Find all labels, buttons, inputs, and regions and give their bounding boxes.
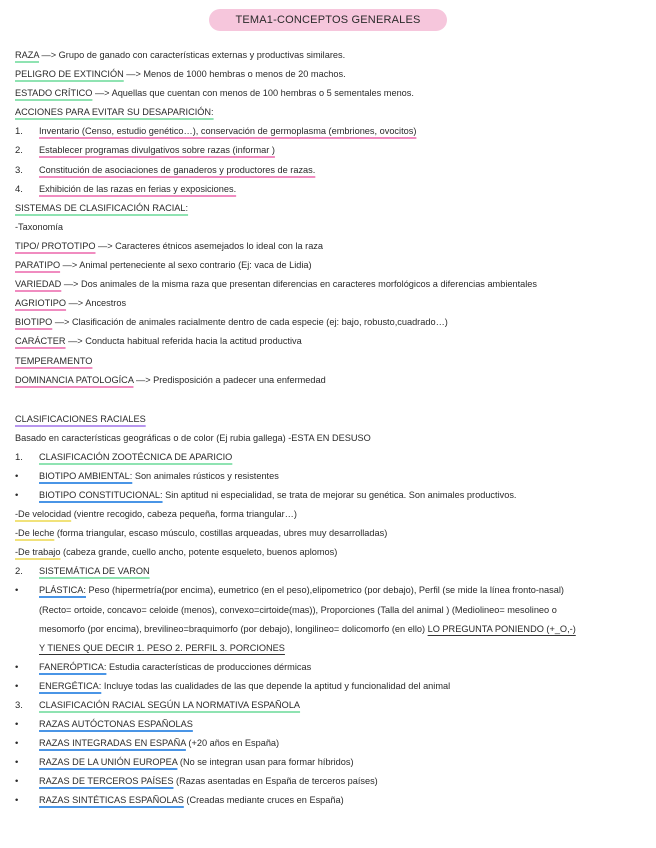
bullet-terceros [15, 772, 645, 791]
title-wrap [0, 9, 656, 31]
def-agriotipo: —> Ancestros [66, 298, 127, 309]
bullet-union-europea [15, 753, 645, 772]
c3-text: CLASIFICACIÓN RACIAL SEGÚN LA NORMATIVA ESPAÑOLA [39, 700, 301, 710]
bullet-constitucional [15, 486, 645, 505]
term-peligro: PELIGRO DE EXTINCIÓN [15, 69, 124, 80]
def-peligro: —> Menos de 1000 hembras o menos de 20 machos. [123, 69, 346, 80]
term-raza: RAZA [15, 50, 39, 60]
bullet-sinteticas [15, 791, 645, 810]
bullet-dot: • [15, 776, 19, 788]
spacer [15, 393, 645, 410]
line-plastica-3 [15, 620, 645, 639]
line-leche [15, 524, 645, 543]
line-agriotipo [15, 294, 645, 313]
term-biotipo: BIOTIPO [15, 317, 53, 328]
bullet-dot: • [15, 719, 19, 731]
list-number: 3. [15, 164, 23, 176]
term-constitucional: BIOTIPO CONSTITUCIONAL: [39, 489, 163, 500]
line-dominancia [15, 371, 645, 393]
list-item-c2 [15, 562, 645, 581]
line-tipo [15, 237, 645, 256]
term-caracter: CARÁCTER [15, 336, 66, 347]
def-plastica-3a: mesomorfo (por encima), brevilineo=braquimorfo (por debajo), longilineo= dolicomorfo (en ello) [39, 623, 428, 634]
list-item-acc1 [15, 122, 645, 141]
line-plastica-2 [15, 601, 645, 620]
line-velocidad [15, 505, 645, 524]
list-number: 1. [15, 126, 23, 138]
def-constitucional: Sin aptitud ni especialidad, se trata de mejorar su genética. Son animales productivos. [162, 489, 517, 500]
c2-text: SISTEMÁTICA DE VARON [39, 566, 150, 577]
def-sinteticas: (Creadas mediante cruces en España) [183, 795, 344, 806]
def-dominancia: —> Predisposición a padecer una enfermedad [133, 374, 326, 385]
line-variedad [15, 275, 645, 294]
def-integradas: (+20 años en España) [185, 738, 280, 749]
list-number: 4. [15, 183, 23, 195]
def-trabajo: (cabeza grande, cuello ancho, potente esqueleto, buenos aplomos) [60, 547, 338, 558]
line-trabajo [15, 543, 645, 562]
list-number: 1. [15, 451, 23, 463]
bullet-dot: • [15, 661, 19, 673]
line-temperamento [15, 352, 645, 371]
bullet-energetica [15, 677, 645, 696]
term-paratipo: PARATIPO [15, 260, 61, 271]
line-biotipo [15, 313, 645, 332]
def-energetica: Incluye todas las cualidades de las que depende la aptitud y funcionalidad del animal [101, 680, 451, 691]
term-energetica: ENERGÉTICA: [39, 680, 102, 691]
bullet-dot: • [15, 795, 19, 807]
notes-body [15, 46, 645, 811]
list-item-acc2 [15, 141, 645, 160]
list-item-acc4 [15, 180, 645, 199]
list-item-c1 [15, 448, 645, 467]
line-caracter [15, 332, 645, 351]
list-item-acc3 [15, 161, 645, 180]
term-terceros: RAZAS DE TERCEROS PAÍSES [39, 776, 174, 787]
term-union-europea: RAZAS DE LA UNIÓN EUROPEA [39, 757, 178, 768]
list-number: 2. [15, 145, 23, 157]
heading-acciones: ACCIONES PARA EVITAR SU DESAPARICIÓN: [15, 107, 214, 118]
term-sinteticas: RAZAS SINTÉTICAS ESPAÑOLAS [39, 795, 184, 806]
line-critico [15, 84, 645, 103]
def-plastica-3b: LO PREGUNTA PONIENDO (+_O,-) [427, 623, 576, 634]
term-faneroptica: FANERÓPTICA: [39, 661, 107, 672]
def-plastica-4: Y TIENES QUE DECIR 1. PESO 2. PERFIL 3. PORCIONES [39, 642, 285, 653]
list-item-c3 [15, 696, 645, 715]
term-velocidad: -De velocidad [15, 509, 72, 520]
term-temperamento: TEMPERAMENTO [15, 355, 93, 366]
def-plastica-2: (Recto= ortoide, concavo= celoide (menos), convexo=cirtoide(mas)), Proporciones (Talla del animal ) (Mediolineo= mesolineo o [39, 604, 557, 615]
term-autoctonas: RAZAS AUTÓCTONAS ESPAÑOLAS [39, 719, 193, 730]
term-trabajo: -De trabajo [15, 547, 61, 558]
line-peligro [15, 65, 645, 84]
term-integradas: RAZAS INTEGRADAS EN ESPAÑA [39, 738, 186, 749]
term-agriotipo: AGRIOTIPO [15, 298, 67, 309]
term-leche: -De leche [15, 528, 55, 539]
bullet-dot: • [15, 470, 19, 482]
line-acciones [15, 103, 645, 122]
def-tipo: —> Caracteres étnicos asemejados lo ideal con la raza [95, 240, 324, 251]
heading-sistemas: SISTEMAS DE CLASIFICACIÓN RACIAL: [15, 202, 189, 213]
line-basado [15, 429, 645, 448]
acc3-text: Constitución de asociaciones de ganaderos y productores de razas. [39, 164, 316, 175]
taxonomia-text: -Taxonomía [15, 221, 63, 232]
bullet-ambiental [15, 467, 645, 486]
def-raza: —> Grupo de ganado con características externas y productivas similares. [39, 50, 346, 60]
term-variedad: VARIEDAD [15, 279, 62, 290]
def-paratipo: —> Animal perteneciente al sexo contrario (Ej: vaca de Lidia) [60, 260, 312, 271]
page-title: TEMA1-CONCEPTOS GENERALES [209, 9, 446, 31]
list-number: 3. [15, 700, 23, 711]
def-ambiental: Son animales rústicos y resistentes [132, 470, 279, 481]
term-plastica: PLÁSTICA: [39, 585, 86, 596]
line-paratipo [15, 256, 645, 275]
def-variedad: —> Dos animales de la misma raza que presentan diferencias en caracteres morfológicos a diferencias ambientales [61, 279, 537, 290]
bullet-autoctonas [15, 715, 645, 734]
bullet-integradas [15, 734, 645, 753]
def-caracter: —> Conducta habitual referida hacia la actitud productiva [65, 336, 302, 347]
bullet-dot: • [15, 757, 19, 769]
def-faneroptica: Estudia características de producciones dérmicas [106, 661, 312, 672]
basado-text: Basado en características geográficas o de color (Ej rubia gallega) -ESTA EN DESUSO [15, 432, 371, 443]
c1-text: CLASIFICACIÓN ZOOTÉCNICA DE APARICIO [39, 451, 233, 462]
term-dominancia: DOMINANCIA PATOLOGÍCA [15, 374, 134, 385]
def-velocidad: (vientre recogido, cabeza pequeña, forma triangular…) [71, 509, 297, 520]
term-tipo: TIPO/ PROTOTIPO [15, 240, 96, 251]
bullet-faneroptica [15, 658, 645, 677]
def-critico: —> Aquellas que cuentan con menos de 100 hembras o 5 sementales menos. [92, 88, 414, 99]
def-biotipo: —> Clasificación de animales racialmente dentro de cada especie (ej: bajo, robusto,cuadrado…) [52, 317, 448, 328]
def-plastica-1: Peso (hipermetría(por encima), eumetrico (en el peso),elipometrico (por debajo), Perfil (se mide la línea fronto-nasal) [85, 585, 564, 596]
bullet-dot: • [15, 585, 19, 597]
term-critico: ESTADO CRÍTICO [15, 88, 93, 99]
line-raza [15, 46, 645, 65]
acc1-text: Inventario (Censo, estudio genético…), conservación de germoplasma (embriones, ovocitos) [39, 126, 417, 137]
line-clasificaciones [15, 410, 645, 429]
def-leche: (forma triangular, escaso músculo, costillas arqueadas, ubres muy desarrolladas) [54, 528, 388, 539]
line-plastica-4 [15, 639, 645, 658]
heading-clasificaciones: CLASIFICACIONES RACIALES [15, 413, 146, 424]
acc2-text: Establecer programas divulgativos sobre razas (informar ) [39, 145, 275, 156]
line-sistemas [15, 199, 645, 218]
bullet-dot: • [15, 489, 19, 501]
acc4-text: Exhibición de las razas en ferias y exposiciones. [39, 183, 237, 194]
list-number: 2. [15, 566, 23, 578]
term-ambiental: BIOTIPO AMBIENTAL: [39, 470, 133, 481]
bullet-dot: • [15, 680, 19, 692]
def-terceros: (Razas asentadas en España de terceros países) [173, 776, 378, 787]
def-union-europea: (No se integran usan para formar híbridos) [177, 757, 354, 768]
line-taxonomia [15, 218, 645, 237]
bullet-dot: • [15, 738, 19, 750]
bullet-plastica [15, 581, 645, 600]
